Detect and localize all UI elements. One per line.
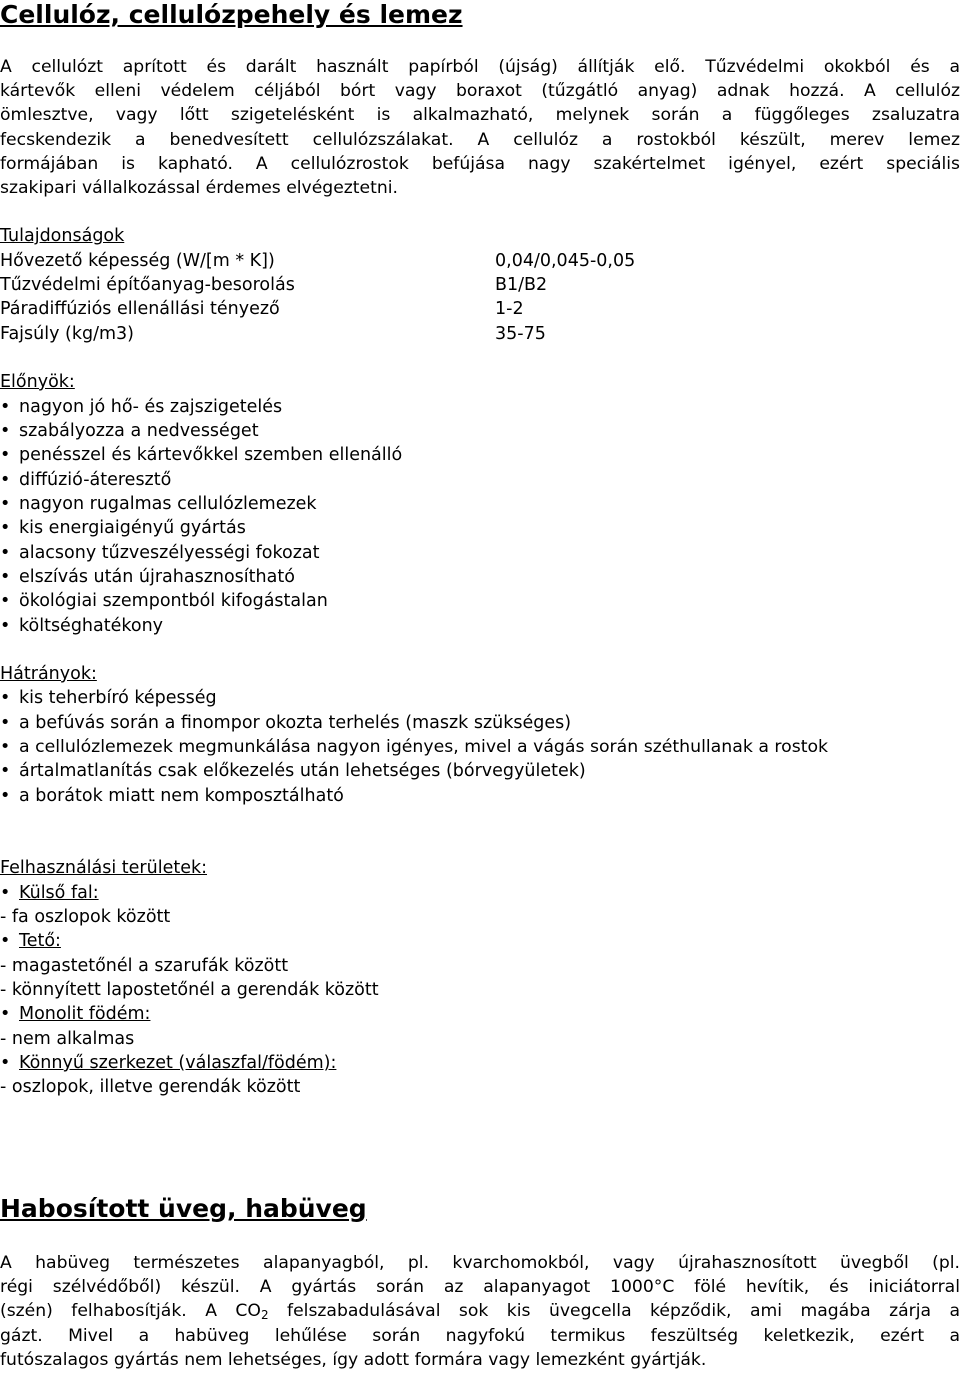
advantage-item: • penésszel és kártevőkkel szemben ellenálló — [0, 443, 402, 467]
paragraph-line: A habüveg természetes alapanyagból, pl. kvarchomokból, vagy újrahasznosított üvegből (pl. — [0, 1253, 960, 1273]
disadvantage-item: • a befúvás során a finompor okozta terhelés (maszk szükséges) — [0, 711, 571, 735]
property-value: 0,04/0,045-0,05 — [495, 251, 636, 271]
co2-text-after: felszabadulásával sok kis üvegcella képződik, ami magába zárja a — [268, 1301, 960, 1322]
disadvantage-item: • a borátok miatt nem komposztálható — [0, 784, 344, 808]
properties-heading: Tulajdonságok — [0, 226, 125, 246]
paragraph-line: futószalagos gyártás nem lehetséges, így adott formára vagy lemezként gyártják. — [0, 1349, 707, 1370]
disadvantages-heading: Hátrányok: — [0, 664, 97, 684]
property-label: Páradiffúziós ellenállási tényező — [0, 299, 280, 319]
section-title-foam-glass: Habosított üveg, habüveg — [0, 1194, 367, 1223]
usage-heading: Felhasználási területek: — [0, 858, 208, 878]
foam-glass-paragraph — [0, 1251, 960, 1372]
advantage-item: • költséghatékony — [0, 614, 163, 638]
paragraph-line: kártevők elleni védelem céljából bórt vagy boraxot (tűzgátló anyag) adnak hozzá. A cellulóz — [0, 81, 960, 102]
usage-category: • Monolit födém: — [0, 1002, 150, 1026]
advantages-heading: Előnyök: — [0, 372, 75, 392]
disadvantage-item: • kis teherbíró képesség — [0, 686, 217, 710]
advantage-item: • ökológiai szempontból kifogástalan — [0, 589, 328, 613]
paragraph-line: fecskendezik a benedvesített cellulózszálakat. A cellulóz a rostokból készült, merev lemez — [0, 129, 960, 150]
disadvantage-item: • ártalmatlanítás csak előkezelés után lehetséges (bórvegyületek) — [0, 759, 586, 783]
advantage-item: • szabályozza a nedvességet — [0, 419, 259, 443]
section-title-cellulose: Cellulóz, cellulózpehely és lemez — [0, 0, 463, 29]
paragraph-line: ömlesztve, vagy lőtt szigetelésként is alkalmazható, melynek során a függőleges zsaluzatra — [0, 105, 960, 126]
advantage-item: • diffúzió-áteresztő — [0, 468, 171, 492]
paragraph-line: formájában is kapható. A cellulózrostok befújása nagy szakértelmet igényel, ezért speciális — [0, 153, 960, 174]
property-label: Tűzvédelmi építőanyag-besorolás — [0, 275, 295, 295]
usage-item: - fa oszlopok között — [0, 907, 171, 927]
advantage-item: • alacsony tűzveszélyességi fokozat — [0, 541, 319, 565]
advantage-item: • nagyon jó hő- és zajszigetelés — [0, 395, 282, 419]
co2-subscript: 2 — [260, 1308, 269, 1323]
advantage-item: • kis energiaigényű gyártás — [0, 516, 246, 540]
co2-text-before: (szén) felhabosítják. A CO — [0, 1301, 261, 1322]
paragraph-line — [0, 1299, 960, 1323]
paragraph-line: szakipari vállalkozással érdemes elvégeztetni. — [0, 177, 398, 198]
usage-item: - magastetőnél a szarufák között — [0, 956, 289, 976]
property-label: Fajsúly (kg/m3) — [0, 324, 135, 344]
paragraph-line: A cellulózt aprított és darált használt papírból (újság) állítják elő. Tűzvédelmi okokból és a — [0, 57, 960, 77]
property-value: 1-2 — [495, 299, 524, 319]
usage-category: • Külső fal: — [0, 881, 99, 905]
usage-item: - könnyített lapostetőnél a gerendák között — [0, 980, 379, 1000]
usage-category: • Könnyű szerkezet (válaszfal/födém): — [0, 1051, 336, 1075]
disadvantage-item: • a cellulózlemezek megmunkálása nagyon igényes, mivel a vágás során széthullanak a rostok — [0, 735, 828, 759]
advantage-item: • elszívás után újrahasznosítható — [0, 565, 295, 589]
usage-category: • Tető: — [0, 929, 61, 953]
usage-item: - oszlopok, illetve gerendák között — [0, 1077, 301, 1097]
paragraph-line: régi szélvédőből) készül. A gyártás során az alapanyagot 1000°C fölé hevítik, és iniciátorral — [0, 1277, 960, 1298]
paragraph-line: gázt. Mivel a habüveg lehűlése során nagyfokú termikus feszültség keletkezik, ezért a — [0, 1325, 960, 1346]
property-value: B1/B2 — [495, 275, 548, 295]
property-label: Hővezető képesség (W/[m * K]) — [0, 251, 275, 271]
advantage-item: • nagyon rugalmas cellulózlemezek — [0, 492, 317, 516]
property-value: 35-75 — [495, 324, 546, 344]
cellulose-intro-paragraph — [0, 55, 960, 200]
usage-item: - nem alkalmas — [0, 1029, 135, 1049]
